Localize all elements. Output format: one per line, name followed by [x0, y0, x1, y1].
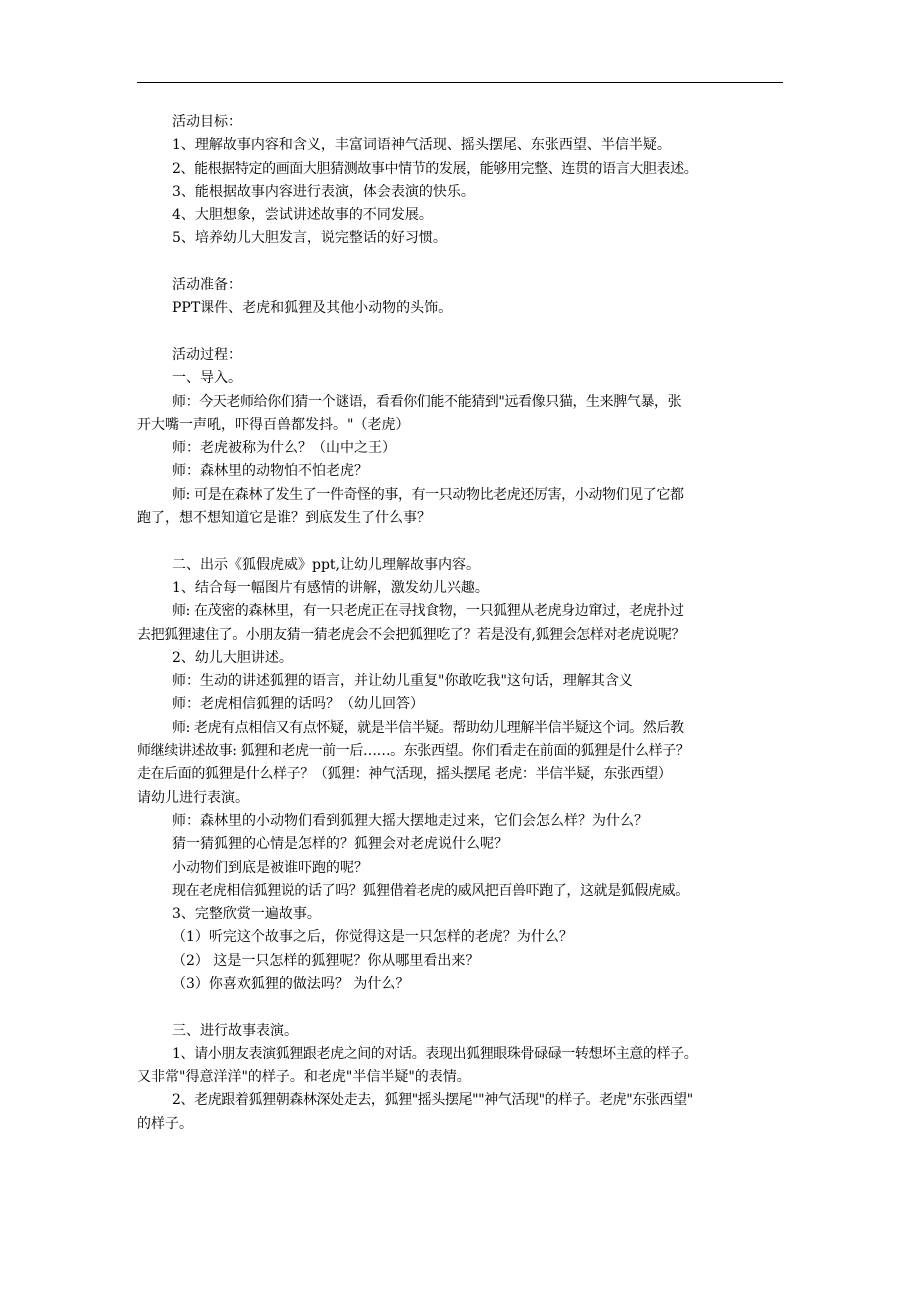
step-paragraph: 现在老虎相信狐狸说的话了吗？狐狸借着老虎的威风把百兽吓跑了，这就是狐假虎威。 — [172, 882, 689, 899]
step-paragraph-cont: 去把狐狸逮住了。小朋友猜一猜老虎会不会把狐狸吃了？若是没有,狐狸会怎样对老虎说呢？ — [137, 626, 686, 643]
spacer — [137, 996, 785, 1019]
step-paragraph-cont: 师继续讲述故事: 狐狸和老虎一前一后……。东张西望。你们看走在前面的狐狸是什么样子？ — [137, 743, 690, 760]
goal-item: 3、能根据故事内容进行表演，体会表演的快乐。 — [172, 183, 475, 200]
step-paragraph: 师：老虎相信狐狸的话吗？（幼儿回答） — [172, 696, 424, 713]
prep-heading: 活动准备： — [172, 277, 242, 294]
goals-heading: 活动目标： — [172, 114, 242, 130]
step-paragraph: 师: 老虎有点相信又有点怀疑，就是半信半疑。帮助幼儿理解半信半疑这个词。然后教 — [172, 719, 684, 736]
step-paragraph: 师：生动的讲述狐狸的语言，并让幼儿重复"你敢吃我"这句话，理解其含义 — [172, 673, 633, 690]
intro-paragraph: 师：森林里的动物怕不怕老虎？ — [172, 463, 368, 480]
question-item: （2） 这是一只怎样的狐狸呢？你从哪里看出来？ — [172, 952, 480, 969]
header-rule — [137, 82, 783, 83]
step-title: 1、结合每一幅图片有感情的讲解，激发幼儿兴趣。 — [172, 579, 489, 596]
step-paragraph: 师：森林里的小动物们看到狐狸大摇大摆地走过来，它们会怎么样？为什么？ — [172, 812, 648, 829]
step-paragraph: 猜一猜狐狸的心情是怎样的？狐狸会对老虎说什么呢？ — [172, 836, 508, 853]
perform-paragraph: 1、请小朋友表演狐狸跟老虎之间的对话。表现出狐狸眼珠骨碌碌一转想坏主意的样子。 — [172, 1045, 698, 1062]
perform-paragraph-cont: 的样子。 — [137, 1115, 193, 1132]
show-title: 二、出示《狐假虎威》ppt,让幼儿理解故事内容。 — [172, 556, 480, 573]
goal-item: 2、能根据特定的画面大胆猜测故事中情节的发展，能够用完整、连贯的语言大胆表述。 — [172, 160, 698, 177]
intro-paragraph: 师：老虎被称为什么？（山中之王） — [172, 440, 396, 457]
goal-item: 5、培养幼儿大胆发言，说完整话的好习惯。 — [172, 230, 447, 247]
step-paragraph: 小动物们到底是被谁吓跑的呢？ — [172, 859, 368, 876]
process-heading: 活动过程： — [172, 346, 242, 363]
intro-title: 一、导入。 — [172, 370, 242, 387]
step-paragraph: 师: 在茂密的森林里，有一只老虎正在寻找食物，一只狐狸从老虎身边窜过，老虎扑过 — [172, 603, 684, 620]
question-item: （3）你喜欢狐狸的做法吗？ 为什么？ — [172, 975, 410, 992]
perform-title: 三、进行故事表演。 — [172, 1022, 298, 1039]
step-title: 3、完整欣赏一遍故事。 — [172, 906, 321, 923]
step-title: 2、幼儿大胆讲述。 — [172, 649, 293, 666]
perform-paragraph-cont: 又非常"得意洋洋"的样子。和老虎"半信半疑"的表情。 — [137, 1069, 471, 1086]
document-body — [137, 111, 785, 1136]
spacer — [137, 251, 785, 274]
intro-paragraph-cont: 跑了，想不想知道它是谁？到底发生了什么事？ — [137, 510, 431, 527]
goal-item: 4、大胆想象，尝试讲述故事的不同发展。 — [172, 207, 433, 224]
intro-paragraph: 师：今天老师给你们猜一个谜语，看看你们能不能猜到"远看像只猫，生来脾气暴，张 — [172, 393, 682, 410]
step-paragraph-cont: 请幼儿进行表演。 — [137, 789, 249, 806]
perform-paragraph: 2、老虎跟着狐狸朝森林深处走去，狐狸"摇头摆尾""神气活现"的样子。老虎"东张西望" — [172, 1092, 693, 1109]
spacer — [137, 321, 785, 344]
spacer — [137, 530, 785, 553]
goal-item: 1、理解故事内容和含义，丰富词语神气活现、摇头摆尾、东张西望、半信半疑。 — [172, 137, 671, 154]
intro-paragraph: 师: 可是在森林了发生了一件奇怪的事，有一只动物比老虎还厉害，小动物们见了它都 — [172, 486, 684, 503]
intro-paragraph-cont: 开大嘴一声吼，吓得百兽都发抖。"（老虎） — [137, 416, 410, 433]
question-item: （1）听完这个故事之后，你觉得这是一只怎样的老虎？为什么？ — [172, 929, 573, 946]
step-paragraph-cont: 走在后面的狐狸是什么样子？（狐狸：神气活现，摇头摆尾 老虎：半信半疑，东张西望） — [137, 766, 672, 783]
prep-text: PPT课件、老虎和狐狸及其他小动物的头饰。 — [172, 300, 453, 317]
